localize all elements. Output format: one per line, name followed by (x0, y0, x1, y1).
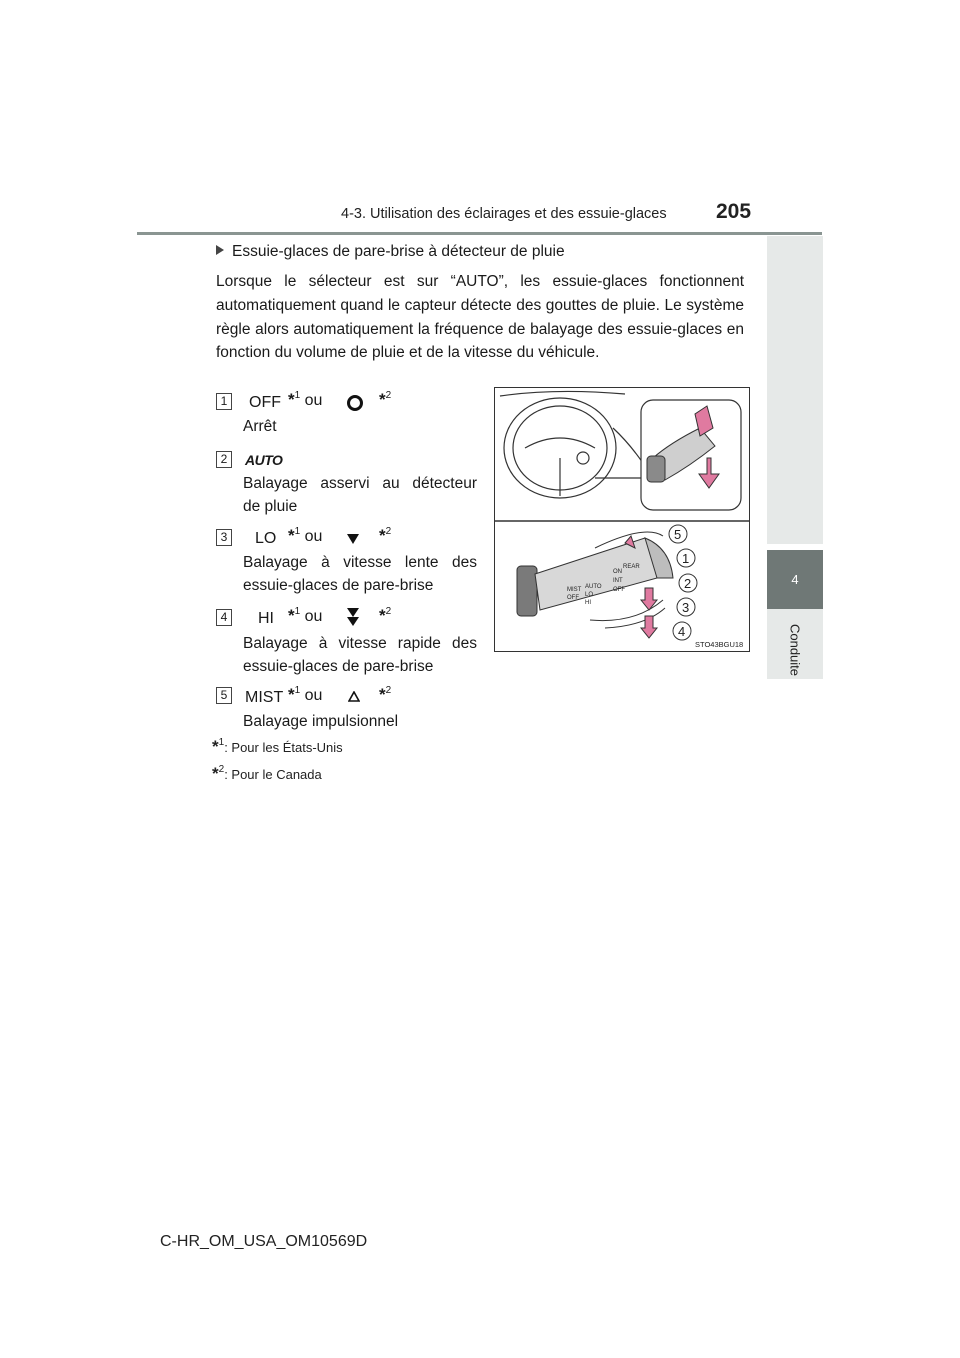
sup: 1 (294, 526, 301, 537)
chapter-label: Conduite (787, 623, 803, 677)
section-title: 4-3. Utilisation des éclairages et des essuie-glaces (341, 206, 667, 222)
item-number-2: 2 (216, 451, 232, 468)
steering-wheel-drawing (500, 391, 665, 506)
sup: 2 (218, 764, 225, 775)
ring-icon (345, 393, 365, 413)
callout-4: 4 (678, 624, 686, 639)
item-1-ou (288, 390, 322, 410)
wiper-lever-figure (494, 387, 750, 652)
lever-detail-drawing (517, 532, 673, 638)
item-4-description-2: essuie-glaces de pare-brise (243, 658, 434, 675)
item-1-label (249, 394, 281, 412)
page-number: 205 (716, 200, 752, 223)
item-4-description-1: Balayage à vitesse rapide des (243, 635, 477, 652)
star: * (379, 685, 386, 704)
double-triangle-icon (346, 607, 360, 627)
header-rule (137, 232, 822, 235)
item-5-canada-mark (379, 685, 391, 705)
lever-label-auto: AUTO (585, 584, 602, 590)
item-number-1: 1 (216, 393, 232, 410)
footnote-1 (212, 737, 343, 757)
sup: 1 (294, 390, 301, 401)
lever-label-rear: REAR (623, 564, 640, 570)
subheading (216, 243, 565, 261)
item-4-canada-mark (379, 606, 391, 626)
item-5-label: MIST (245, 689, 284, 706)
item-number-5: 5 (216, 687, 232, 704)
item-4-ou (288, 606, 322, 626)
chapter-number-tab: 4 (767, 550, 823, 609)
star: * (288, 390, 295, 409)
item-3-ou (288, 526, 322, 546)
callout-5: 5 (674, 527, 682, 542)
triangle-bullet-icon (216, 245, 224, 255)
us-label: OFF (249, 394, 281, 411)
ou-text: ou (304, 687, 323, 704)
side-tab-top (767, 236, 823, 544)
star: * (212, 764, 219, 783)
lever-label-on: ON (613, 569, 622, 575)
hollow-triangle-icon (348, 691, 360, 702)
sup: 2 (385, 606, 392, 617)
lever-closeup-inset (641, 400, 741, 510)
figure-callouts (669, 525, 697, 640)
star: * (288, 526, 295, 545)
footnote-text: : Pour les États-Unis (224, 740, 343, 755)
sup: 2 (385, 685, 392, 696)
auto-label: AUTO (245, 452, 283, 468)
star: * (288, 606, 295, 625)
lever-label-lo: LO (585, 592, 594, 598)
sup: 2 (385, 390, 392, 401)
sup: 2 (385, 526, 392, 537)
callout-1: 1 (682, 551, 690, 566)
item-1-description: Arrêt (243, 418, 277, 435)
lever-label-int: INT (613, 578, 623, 584)
lever-label-mist: MIST (567, 587, 582, 593)
ou-text: ou (304, 528, 323, 545)
item-2-description-1: Balayage asservi au détecteur (243, 475, 477, 492)
item-3-description-1: Balayage à vitesse lente des (243, 554, 477, 571)
item-5-description: Balayage impulsionnel (243, 713, 399, 730)
star: * (212, 737, 219, 756)
sup: 1 (294, 685, 301, 696)
star: * (379, 606, 386, 625)
callout-3: 3 (682, 600, 690, 615)
subheading-text: Essuie-glaces de pare-brise à détecteur de pluie (232, 243, 565, 260)
item-number-4: 4 (216, 609, 232, 626)
callout-2: 2 (684, 576, 692, 591)
item-5-ou (288, 685, 322, 705)
footnote-2 (212, 764, 322, 784)
footer-doc-id: C-HR_OM_USA_OM10569D (160, 1233, 368, 1250)
figure-code: STO43BGU18 (695, 640, 744, 649)
ou-text: ou (304, 392, 323, 409)
item-number-3: 3 (216, 529, 232, 546)
lever-label-off: OFF (567, 595, 579, 601)
single-triangle-icon (346, 533, 360, 545)
footnote-text: : Pour le Canada (224, 767, 322, 782)
sup: 1 (294, 606, 301, 617)
intro-paragraph: Lorsque le sélecteur est sur “AUTO”, les essuie-glaces fonctionnent automatiquement quand le capteur détecte des gouttes de pluie. Le système règle alors automatiquement la fréquence de balayage des essuie-glaces en fonction du volume de pluie et de la vitesse du véhicule. (216, 273, 744, 362)
ou-text: ou (304, 608, 323, 625)
star: * (379, 526, 386, 545)
item-3-canada-mark (379, 526, 391, 546)
star: * (379, 390, 386, 409)
item-3-label: LO (255, 530, 277, 547)
star: * (288, 685, 295, 704)
wiper-illustration (495, 388, 749, 651)
chapter-label-tab (768, 622, 822, 678)
sup: 1 (218, 737, 225, 748)
item-4-label: HI (258, 610, 274, 627)
item-2-description-2: de pluie (243, 498, 298, 515)
lever-label-off-rear: OFF (613, 587, 625, 593)
item-3-description-2: essuie-glaces de pare-brise (243, 577, 434, 594)
lever-label-hi: HI (585, 600, 591, 606)
item-1-canada-mark (379, 390, 391, 410)
